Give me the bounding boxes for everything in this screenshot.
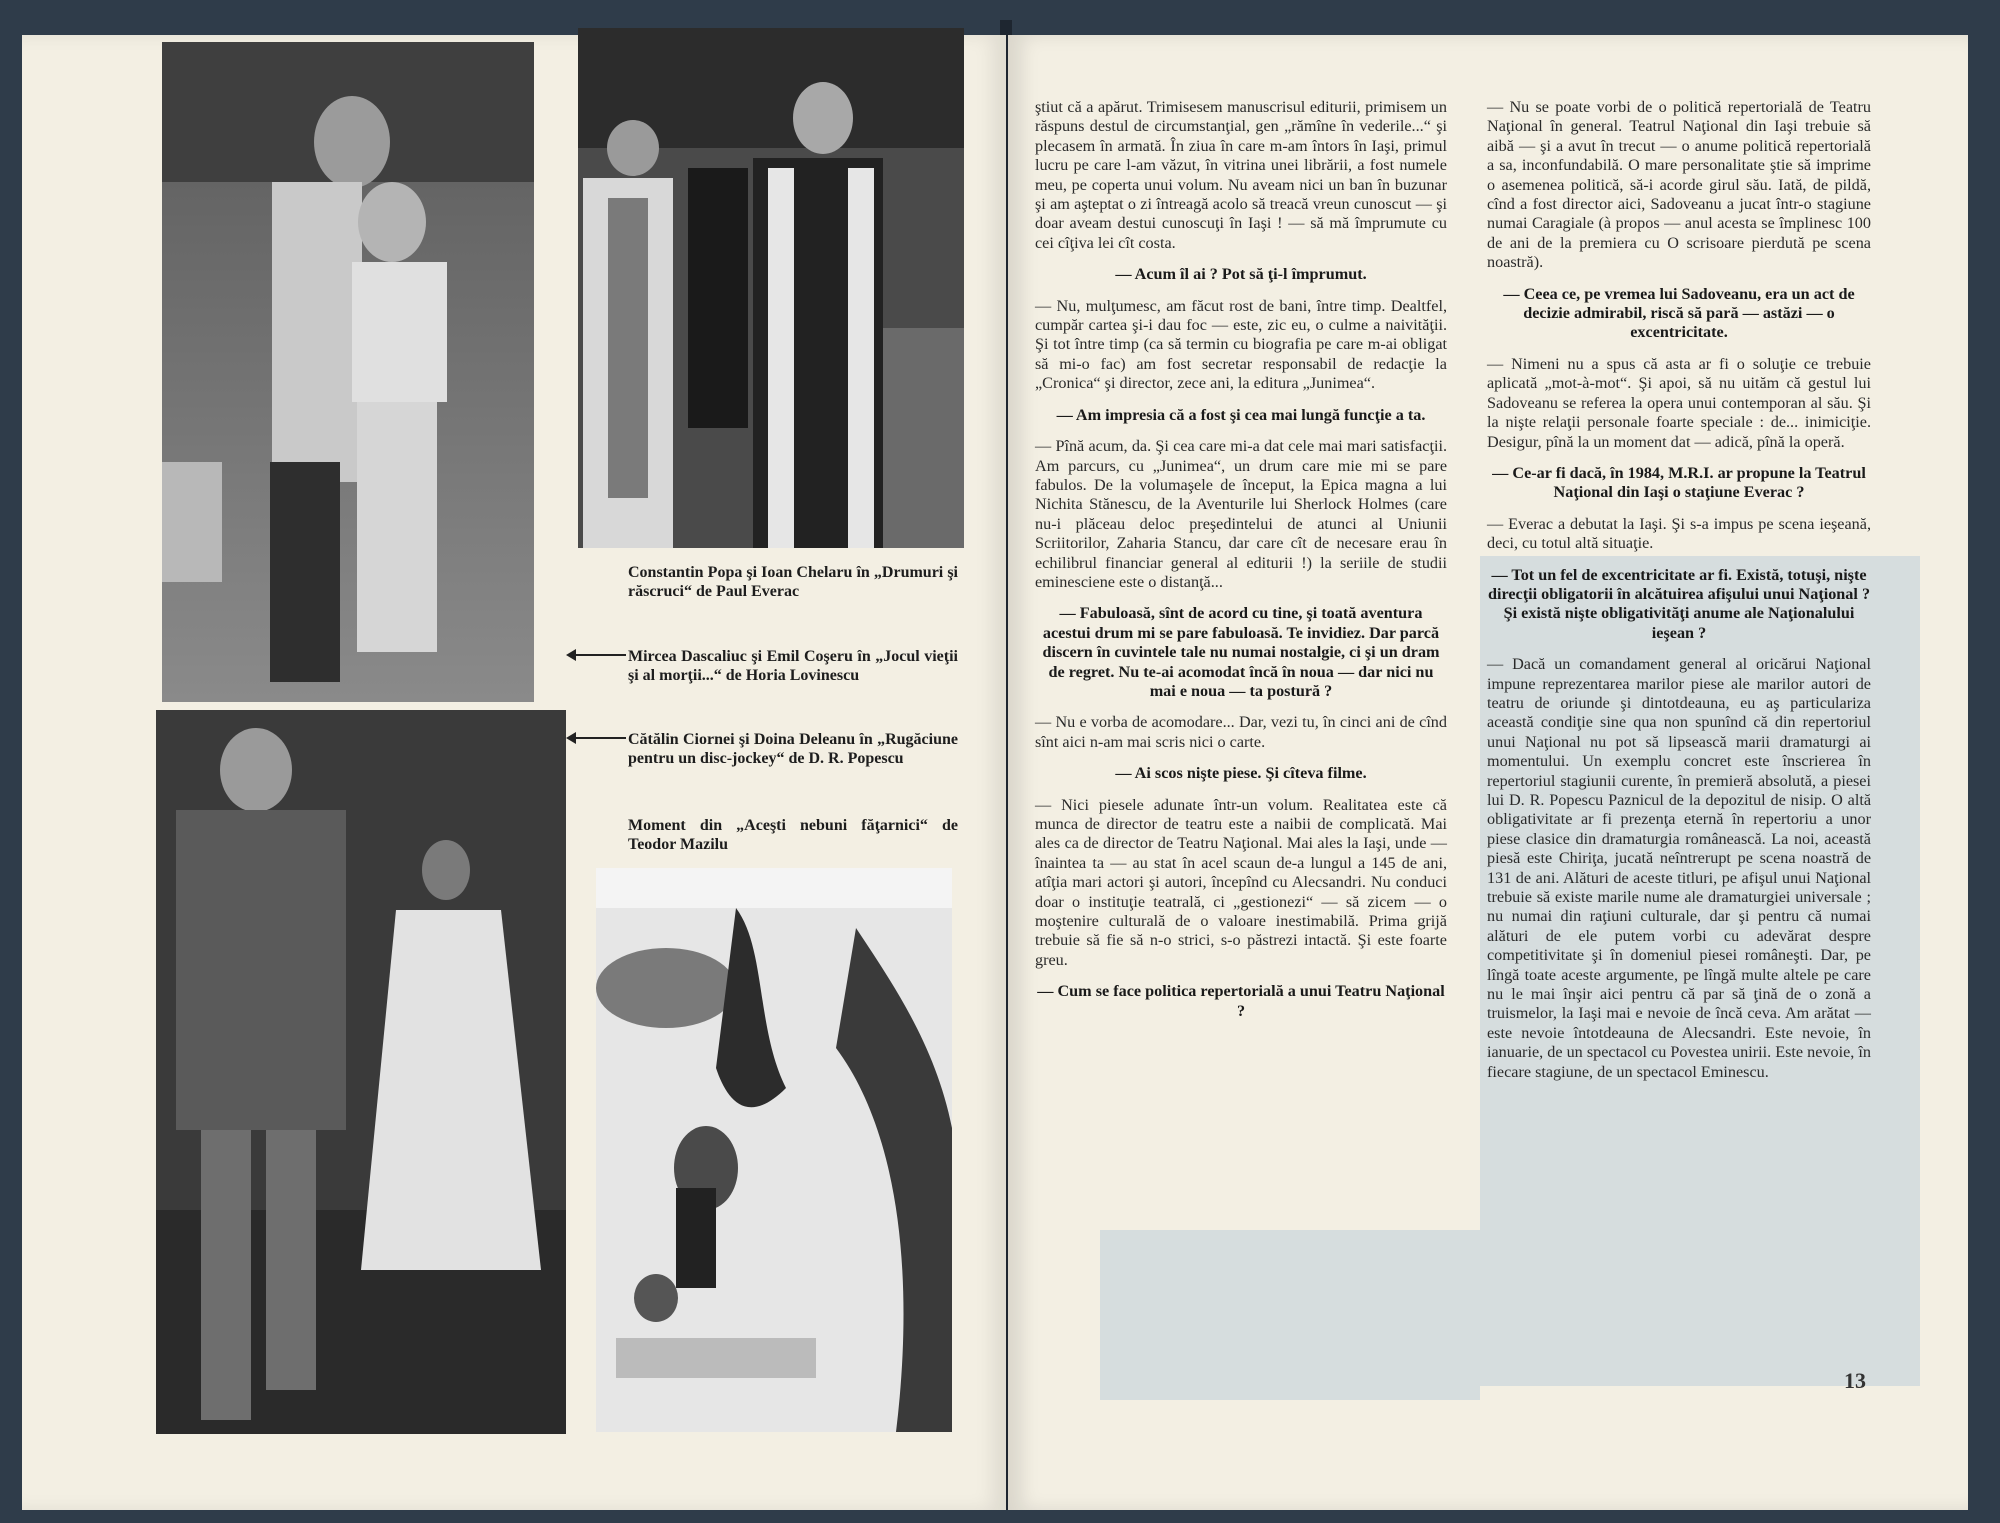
page-number: 13: [1844, 1368, 1866, 1393]
paragraph: — Nimeni nu a spus că asta ar fi o soluţie ce trebuie aplicată „mot-à-mot“. Şi apoi, să nu uităm că gestul lui Sadoveanu se referea la opera unui contemporan al său. Şi la nişte relaţii personale foarte speciale : de... inimiciţie. Desigur, pînă la un moment dat — adică, pînă la operă.: [1487, 354, 1871, 451]
question: — Ceea ce, pe vremea lui Sadoveanu, era un act de decizie admirabil, riscă să pară — astăzi — o excentricitate.: [1503, 284, 1855, 342]
caption-acesti-nebuni-fatarnici: Moment din „Aceşti nebuni făţarnici“ de Teodor Mazilu: [628, 817, 958, 853]
paragraph: — Everac a debutat la Iaşi. Şi s-a impus pe scena ieşeană, deci, cu totul altă situaţie.: [1487, 514, 1871, 553]
question: — Ce-ar fi dacă, în 1984, M.R.I. ar propune la Teatrul Naţional din Iaşi o staţiune Everac ?: [1492, 463, 1866, 502]
text-column-left: [1035, 98, 1447, 1033]
caption-drumuri-si-rascruci: Constantin Popa şi Ioan Chelaru în „Drumuri şi răscruci“ de Paul Everac: [628, 564, 958, 600]
photo-acesti-nebuni-fatarnici: [596, 868, 952, 1432]
paragraph: — Nici piesele adunate într-un volum. Realitatea este că munca de director de teatru este a naibii de complicată. Mai ales ca de director de Teatru Naţional. Mai ales la Iaşi, unde — înaintea ta — au stat în acel scaun de-a lungul a 145 de ani, atîţia mari actori şi autori, începînd cu Alecsandri. Nu conduci doar o instituţie teatrală, ci „gestionezi“ — să zicem — o moştenire culturală de o valoare inestimabilă. Prima grijă trebuie să fie să n-o strici, s-o păstrezi intactă. Şi este foarte greu.: [1035, 795, 1447, 969]
paragraph: — Nu e vorba de acomodare... Dar, vezi tu, în cinci ani de cînd sînt aici n-am mai scris nici o carte.: [1035, 713, 1447, 751]
caption-rugaciune-disc-jockey: Cătălin Ciornei şi Doina Deleanu în „Rugăciune pentru un disc-jockey“ de D. R. Popescu: [628, 731, 958, 767]
question: — Fabuloasă, sînt de acord cu tine, şi toată aventura acestui drum mi se pare fabuloasă. Te invidiez. Dar parcă discern în cuvintele tale nu numai nostalgie, ci şi un dram de regret. Nu te-ai acomodat încă în noua — dar nici nu mai e noua — ta postură ?: [1042, 604, 1440, 700]
paragraph: — Nu se poate vorbi de o politică repertorială de Teatru Naţional în general. Teatrul Naţional din Iaşi trebuie să aibă — şi a avut în trecut — o anume politică repertorială a sa, inconfundabilă. O mare personalitate ştie să imprime o asemenea politică, să-i acorde girul său. Iată, de pildă, cînd a fost director aici, Sadoveanu a jucat într-o stagiune numai Caragiale (à propos — anul acesta se împlinesc 100 de ani de la premiera cu O scrisoare pierdută pe scena noastră).: [1487, 98, 1871, 272]
text-column-right: [1487, 98, 1871, 1094]
paragraph: — Nu, mulţumesc, am făcut rost de bani, între timp. Dealtfel, cumpăr cartea şi-i dau foc — este, zic eu, o culme a naivităţii. Şi tot între timp (ca să termin cu biografia pe care m-ai obligat să mi-o fac) am fost secretar responsabil de redacţie la „Cronica“ şi director, zece ani, la editura „Junimea“.: [1035, 296, 1447, 393]
question: — Acum îl ai ? Pot să ţi-l împrumut.: [1115, 265, 1367, 284]
arrow-left-icon: [568, 737, 626, 739]
paragraph: — Pînă acum, da. Şi cea care mi-a dat cele mai mari satisfacţii. Am parcurs, cu „Junimea“, un drum care mie mi se pare fabulos. De la volumaşele de început, la Epica magna a lui Nichita Stănescu, de la Aventurile lui Sherlock Holmes (care nu-i plăceau deloc preşedintelui de atunci al Uniunii Scriitorilor, Zaharia Stancu, dar care cît de necesare erau în echilibrul financiar general al editurii !) la seriile de studii eminesciene este o distanţă...: [1035, 437, 1447, 591]
question: — Ai scos nişte piese. Şi cîteva filme.: [1115, 764, 1367, 783]
paragraph: ştiut că a apărut. Trimisesem manuscrisul editurii, primisem un răspuns destul de circumstanţial, gen „rămîne în vederile...“ şi plecasem în armată. În ziua în care m-am întors în Iaşi, primul lucru pe care l-am văzut, în vitrina unei librării, a fost numele meu, pe coperta unui volum. Nu aveam nici un ban în buzunar şi am aşteptat o zi întreagă acolo să treacă vreun cunoscut — şi doar aveam destui cunoscuţi în Iaşi ! — să mă împrumute cu cei cîţiva lei cît costa.: [1035, 98, 1447, 252]
arrow-left-icon: [568, 654, 626, 656]
question: — Tot un fel de excentricitate ar fi. Există, totuşi, nişte direcţii obligatorii în alcătuirea afişului unui Naţional ? Şi există nişte obligativităţi anume ale Naţionalului ieşean ?: [1487, 565, 1871, 642]
photo-rugaciune-disc-jockey: [156, 710, 566, 1434]
photo-jocul-vietii: [578, 28, 964, 548]
paragraph: — Dacă un comandament general al oricărui Naţional impune reprezentarea marilor piese ale marilor autori de teatru de oriunde şi dintotdeauna, eu aş particulariza această condiţie sine qua non spunînd că din repertoriul unui Naţional nu pot să lipsească marii dramaturgi ai momentului. Un exemplu concret este înscrierea în repertoriul stagiunii curente, în premieră absolută, a piesei lui D. R. Popescu Paznicul de la depozitul de nisip. O altă obligativitate ar fi prezenţa eternă în repertoriu a unor piese clasice din dramaturgia românească. La noi, această piesă este Chiriţa, jucată neîntrerupt pe scena noastră de 131 de ani. Alături de aceste titluri, pe afişul unui Naţional trebuie să existe marile nume ale dramaturgiei universale ; nu numai din raţiuni culturale, dar şi pentru că numai alături de ele putem vorbi cu adevărat despre competitivitate şi în domeniul piesei româneşti. Dar, pe lîngă toate aceste argumente, pe lîngă multe altele pe care nu le mai înşir aici pentru că par să ţină de o zonă a truismelor, la Iaşi mai e nevoie de încă ceva. Am arătat — este nevoie întotdeauna de Alecsandri. Este nevoie, în ianuarie, de un spectacol cu Povestea unirii. Este nevoie, în fiecare stagiune, de un spectacol Eminescu.: [1487, 655, 1871, 1081]
question: — Am impresia că a fost şi cea mai lungă funcţie a ta.: [1056, 405, 1426, 424]
photo-drumuri-si-rascruci: [162, 42, 534, 702]
question: — Cum se face politica repertorială a unui Teatru Naţional ?: [1037, 982, 1445, 1020]
caption-jocul-vietii: Mircea Dascaliuc şi Emil Coşeru în „Jocul vieţii şi al morţii...“ de Horia Lovinescu: [628, 648, 958, 684]
highlight-block: [1100, 1230, 1480, 1400]
